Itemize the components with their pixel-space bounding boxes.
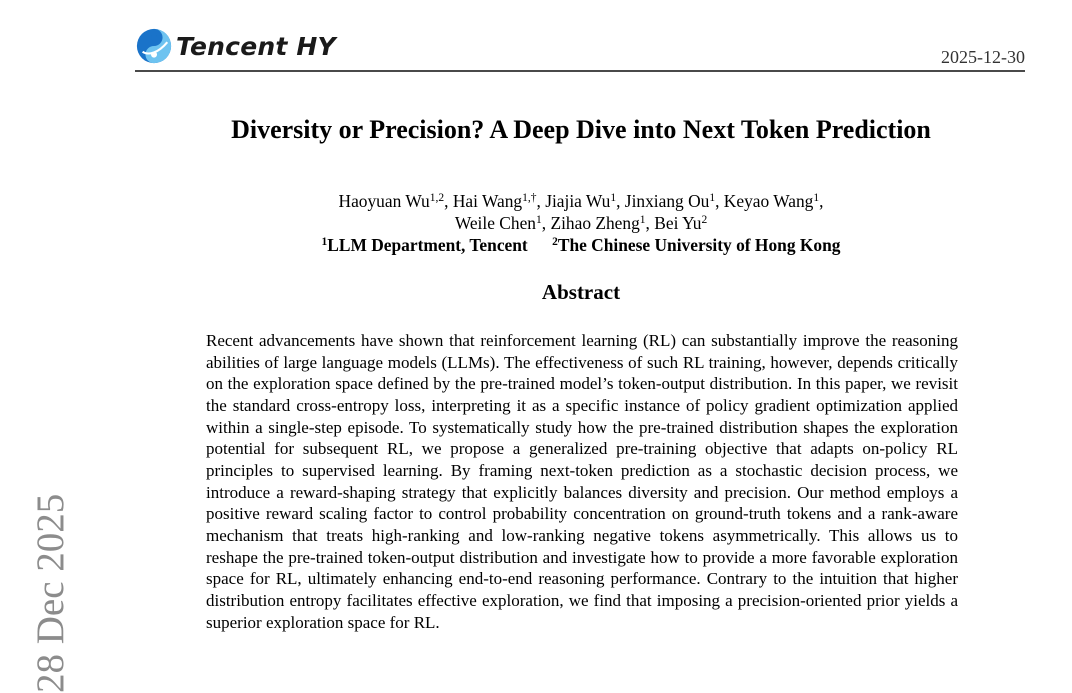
header-divider <box>135 70 1025 72</box>
abstract-text: Recent advancements have shown that reinforcement learning (RL) can substantially improve the reasoning abilities of large language models (LLMs). The effectiveness of such RL training, however, depends critically on the exploration space defined by the pre-trained model’s token-output distribution. In this paper, we revisit the standard cross-entropy loss, interpreting it as a specific instance of policy gradient optimization applied within a single-step episode. To systematically study how the pre-trained distribution shapes the exploration potential for subsequent RL, we propose a generalized pre-training objective that adapts on-policy RL principles to supervised learning. By framing next-token prediction as a stochastic decision process, we introduce a reward-shaping strategy that explicitly balances diversity and precision. Our method employs a positive reward scaling factor to control probability concentration on ground-truth tokens and a rank-aware mechanism that treats high-ranking and low-ranking negative tokens asymmetrically. This allows us to reshape the pre-trained token-output distribution and investigate how to provide a more favorable exploration space for RL, ultimately enhancing end-to-end reasoning performance. Contrary to the intuition that higher distribution entropy facilitates effective exploration, we find that imposing a precision-oriented prior yields a superior exploration space for RL. <box>206 331 958 632</box>
author: Weile Chen$^1$, <box>454 213 551 233</box>
publication-date: 2025-12-30 <box>941 47 1025 67</box>
paper-title: Diversity or Precision? A Deep Dive into Next Token Prediction <box>231 115 931 144</box>
author-block <box>0 190 1072 256</box>
author: Zihao Zheng$^1$, <box>550 213 655 233</box>
affiliation: $^2$The Chinese University of Hong Kong <box>552 235 841 255</box>
author: Hai Wang$^{1,\dagger}$, <box>452 191 546 211</box>
author: Jinxiang Ou$^1$, <box>624 191 724 211</box>
brand-name: Tencent HY <box>176 31 336 61</box>
author: Keyao Wang$^1$, <box>723 191 824 211</box>
affiliation-line <box>0 234 1072 256</box>
author: Haoyuan Wu$^{1,2}$, <box>338 191 453 211</box>
author-line-1 <box>0 190 1072 212</box>
brand-logo <box>135 26 336 66</box>
arxiv-date-stamp: 28 Dec 2025 <box>29 493 72 693</box>
abstract-heading: Abstract <box>541 280 621 304</box>
author: Jiajia Wu$^1$, <box>545 191 625 211</box>
author: Bei Yu$^2$ <box>654 213 708 233</box>
author-line-2 <box>0 212 1072 234</box>
affiliation: $^1$LLM Department, Tencent <box>321 235 528 255</box>
tencent-hunyuan-logo-icon <box>135 27 173 65</box>
